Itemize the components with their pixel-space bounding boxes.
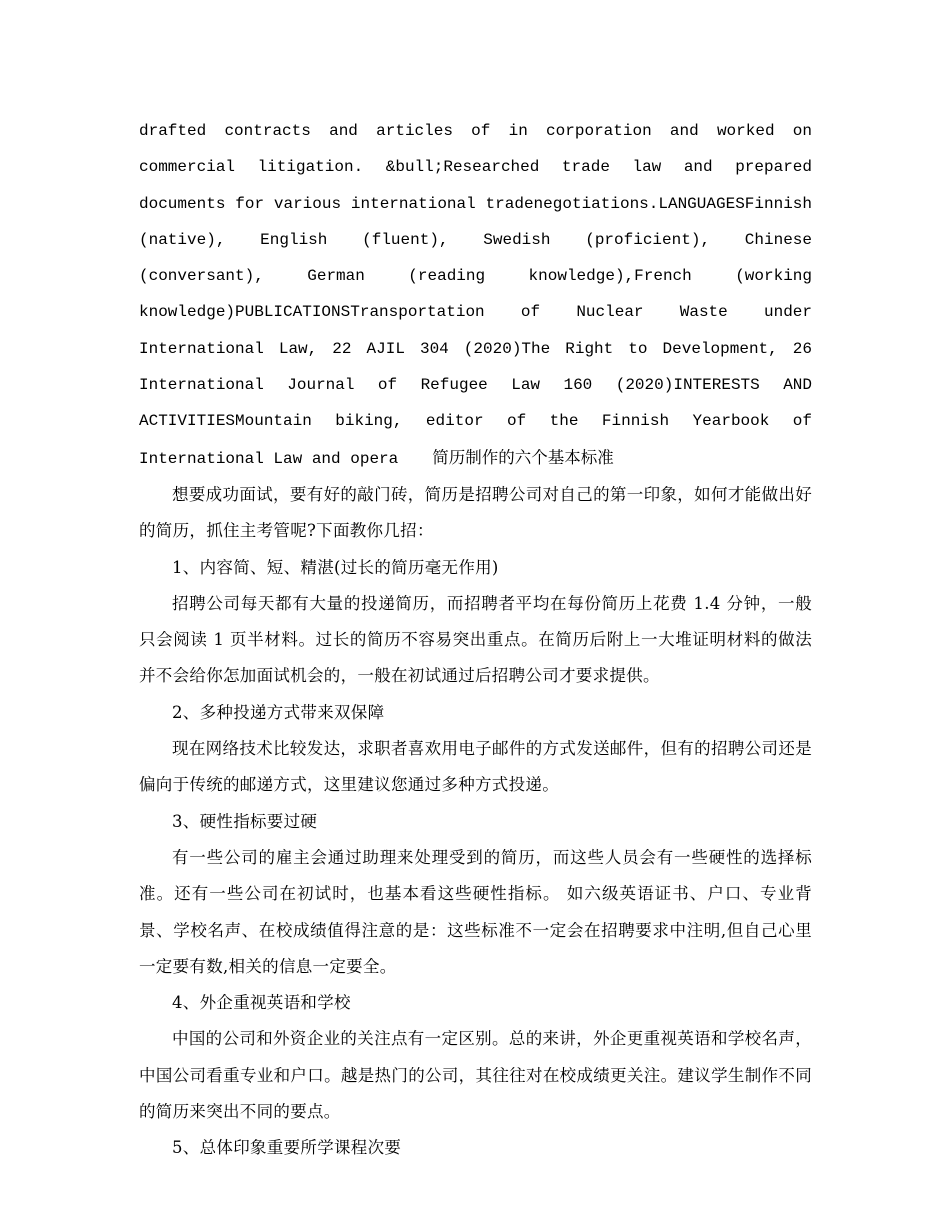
english-resume-text [139, 113, 812, 477]
english-resume-body: drafted contracts and articles of in corporation and worked on commercial litigation. &bull;Researched trade law and prepared documents for various international tradenegotiations.LANGUAGESFinnish (native), English (fluent), Swedish (proficient), Chinese (conversant), German (reading knowledge),French (working knowledge)PUBLICATIONSTransportation of Nuclear Waste under International Law, 22 AJIL 304 (2020)The Right to Development, 26 International Journal of Refugee Law 160 (2020)INTERESTS AND ACTIVITIESMountain biking, editor of the Finnish Yearbook of International Law and opera [139, 122, 812, 468]
heading-1: 1、内容简、短、精湛(过长的简历毫无作用) [172, 557, 499, 577]
paragraph-intro: 想要成功面试，要有好的敲门砖，简历是招聘公司对自己的第一印象，如何才能做出好的简历，抓住主考管呢?下面教你几招： [139, 484, 812, 541]
heading-5: 5、总体印象重要所学课程次要 [172, 1138, 402, 1158]
heading-2: 2、多种投递方式带来双保障 [172, 702, 385, 722]
paragraph-2: 现在网络技术比较发达，求职者喜欢用电子邮件的方式发送邮件，但有的招聘公司还是偏向于传统的邮递方式，这里建议您通过多种方式投递。 [139, 739, 812, 795]
paragraph-3: 有一些公司的雇主会通过助理来处理受到的简历，而这些人员会有一些硬性的选择标准。还有一些公司在初试时，也基本看这些硬性指标。 如六级英语证书、户口、专业背景、学校名声、在校成绩值得注意的是：这些标准不一定会在招聘要求中注明,但自己心里一定要有数,相关的信息一定要全。 [139, 847, 812, 976]
document-page [139, 113, 812, 1167]
heading-4: 4、外企重视英语和学校 [172, 993, 351, 1013]
paragraph-1: 招聘公司每天都有大量的投递简历，而招聘者平均在每份简历上花费 1.4 分钟，一般只会阅读 1 页半材料。过长的简历不容易突出重点。在简历后附上一大堆证明材料的做法并不会给你怎加面试机会的，一般在初试通过后招聘公司才要求提供。 [139, 593, 812, 686]
paragraph-4: 中国的公司和外资企业的关注点有一定区别。总的来讲，外企更重视英语和学校名声，中国公司看重专业和户口。越是热门的公司，其往往对在校成绩更关注。建议学生制作不同的简历来突出不同的要点。 [139, 1029, 812, 1122]
heading-3: 3、硬性指标要过硬 [172, 811, 318, 831]
article-title: 简历制作的六个基本标准 [432, 447, 614, 467]
